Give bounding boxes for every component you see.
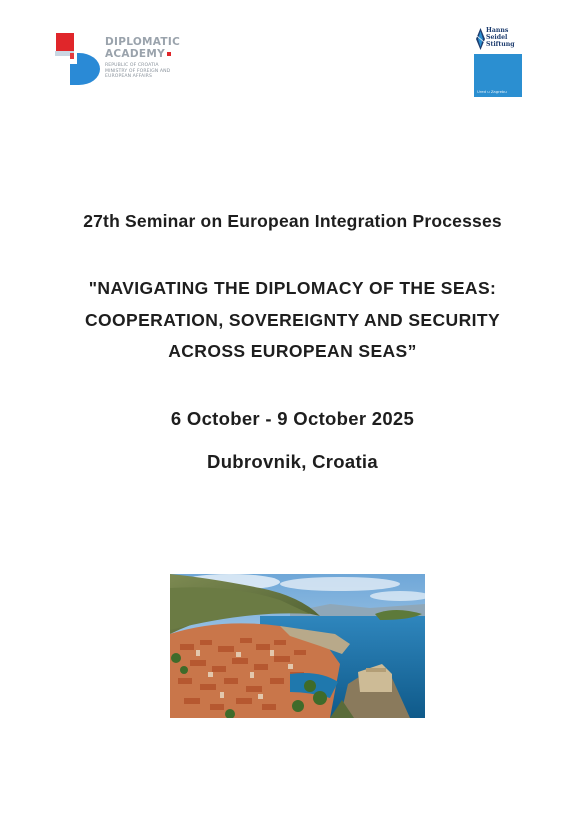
hss-blue-box xyxy=(474,54,522,97)
hss-office-label: Ured u Zagrebu xyxy=(477,89,507,94)
dubrovnik-photo xyxy=(170,574,425,718)
event-location: Dubrovnik, Croatia xyxy=(207,451,378,472)
logo-title-line2: ACADEMY xyxy=(105,48,165,60)
red-square-icon xyxy=(167,52,171,56)
hanns-seidel-stiftung-logo xyxy=(474,27,522,99)
hss-name-line2: Seidel xyxy=(486,33,508,41)
event-dates: 6 October - 9 October 2025 xyxy=(170,408,415,429)
title-line-3: ACROSS EUROPEAN SEAS” xyxy=(168,341,417,361)
logo-sub-line3: EUROPEAN AFFAIRS xyxy=(105,74,152,80)
diplomatic-academy-logo xyxy=(55,33,195,89)
hss-diamond-icon xyxy=(475,28,486,50)
hss-name-line3: Stiftung xyxy=(486,40,515,48)
diplomatic-academy-mark-icon xyxy=(55,33,101,85)
seminar-title xyxy=(0,273,585,368)
title-line-2: COOPERATION, SOVEREIGNTY AND SECURITY xyxy=(84,309,501,330)
title-line-1: "NAVIGATING THE DIPLOMACY OF THE SEAS: xyxy=(88,278,497,298)
logo-sub-line1: REPUBLIC OF CROATIA xyxy=(105,63,159,68)
logo-sub-line2: MINISTRY OF FOREIGN AND xyxy=(105,68,171,74)
dubrovnik-illustration xyxy=(170,574,425,718)
hss-name-line1: Hanns xyxy=(486,27,509,34)
logo-title-line1: DIPLOMATIC xyxy=(105,36,181,48)
seminar-heading: 27th Seminar on European Integration Processes xyxy=(83,211,502,231)
